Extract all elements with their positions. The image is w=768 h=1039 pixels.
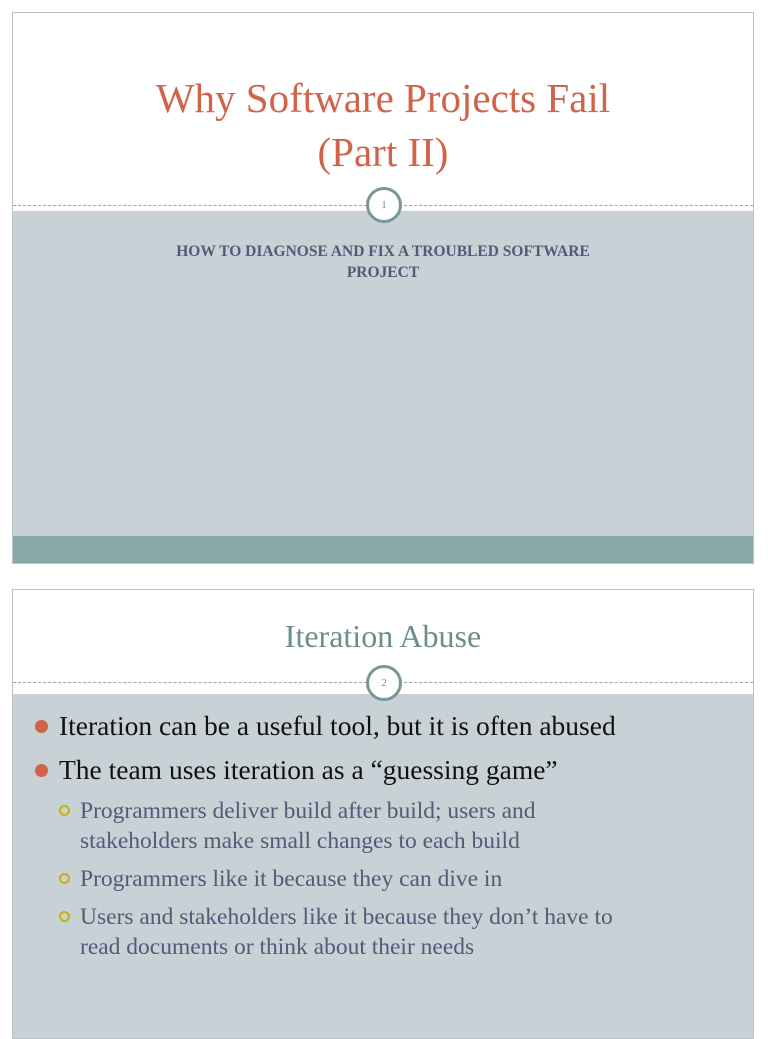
slide-footer-bar xyxy=(13,536,753,563)
sub-bullet-text: stakeholders make small changes to each build xyxy=(80,828,520,854)
slide-1-subtitle xyxy=(13,241,753,283)
slide-2 xyxy=(12,589,754,1039)
subtitle-line-1: HOW TO DIAGNOSE AND FIX A TROUBLED SOFTWARE xyxy=(176,243,590,260)
slide-number-badge: 1 xyxy=(366,187,402,223)
sub-bullet-text: Users and stakeholders like it because they don’t have to xyxy=(80,904,613,930)
bullet-item xyxy=(35,708,743,744)
bullet-dot-icon xyxy=(35,764,48,777)
sub-bullet-text: read documents or think about their needs xyxy=(80,934,475,960)
bullet-ring-icon xyxy=(59,873,70,884)
sub-bullet-text: Programmers deliver build after build; users and xyxy=(80,798,536,824)
sub-bullet-item xyxy=(35,864,743,894)
bullet-ring-icon xyxy=(59,805,70,816)
slide-2-title: Iteration Abuse xyxy=(284,618,482,654)
bullet-item xyxy=(35,752,743,788)
subtitle-line-2: PROJECT xyxy=(346,264,420,281)
sub-bullet-item xyxy=(35,796,743,856)
slide-1 xyxy=(12,12,754,564)
bullet-text: The team uses iteration as a “guessing game” xyxy=(59,754,558,785)
slide-number-badge: 2 xyxy=(366,665,402,701)
sub-bullet-item xyxy=(35,902,743,962)
bullet-list xyxy=(35,708,743,970)
bullet-text: Iteration can be a useful tool, but it is often abused xyxy=(59,710,616,741)
slide-1-title xyxy=(13,71,753,179)
bullet-ring-icon xyxy=(59,911,70,922)
slide-1-title-area xyxy=(13,13,753,205)
title-line-1: Why Software Projects Fail xyxy=(155,75,611,121)
bullet-dot-icon xyxy=(35,720,48,733)
sub-bullet-text: Programmers like it because they can dive in xyxy=(80,866,503,892)
title-line-2: (Part II) xyxy=(317,129,449,175)
